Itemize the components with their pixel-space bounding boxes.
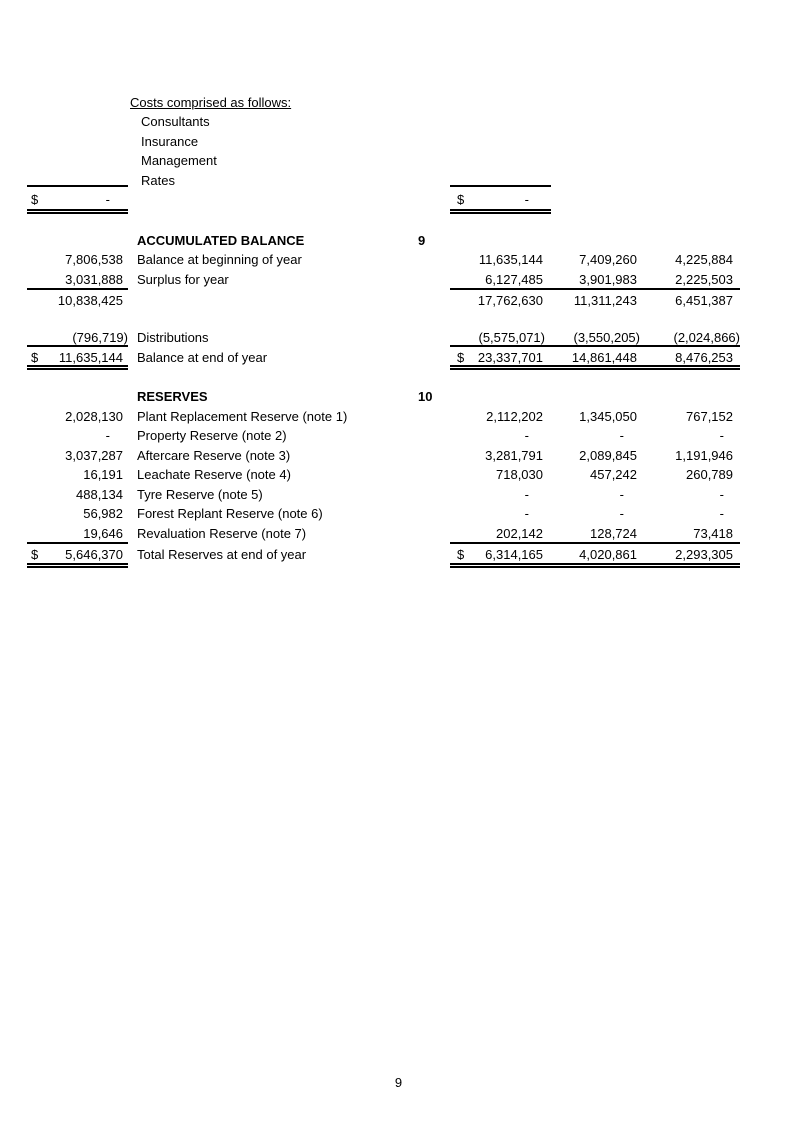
amount-cell: 1,345,050 [579, 409, 637, 424]
amount-cell: - [719, 487, 724, 502]
amount-cell: 14,861,448 [571, 350, 637, 365]
cost-item-label: Rates [141, 173, 175, 188]
section-heading: RESERVES [137, 389, 208, 404]
page-number: 9 [394, 1075, 403, 1090]
cost-item-label: Consultants [141, 114, 210, 129]
currency-symbol: $ [457, 350, 465, 365]
amount-cell: 8,476,253 [675, 350, 733, 365]
cost-item-label: Insurance [141, 134, 199, 149]
currency-symbol: $ [457, 547, 465, 562]
amount-cell: - [719, 506, 724, 521]
amount-cell: 2,112,202 [486, 409, 543, 424]
accumulated-balance-heading-row [0, 231, 797, 250]
amount-cell: 7,409,260 [579, 252, 637, 267]
amount-cell: 260,789 [686, 467, 733, 482]
amount-cell: 3,037,287 [65, 448, 123, 463]
table-row [0, 270, 797, 289]
amount-cell: 3,281,791 [485, 448, 543, 463]
amount-cell: 488,134 [76, 487, 123, 502]
row-label: Distributions [137, 330, 209, 345]
amount-cell: 3,901,983 [579, 272, 637, 287]
single-rule [450, 542, 740, 544]
row-label: Plant Replacement Reserve (note 1) [137, 409, 348, 424]
amount-cell: 767,152 [686, 409, 733, 424]
amount-cell: 718,030 [496, 467, 543, 482]
amount-cell: - [524, 192, 529, 207]
amount-cell: (796,719) [72, 330, 128, 345]
amount-cell: - [719, 428, 724, 443]
row-label: Revaluation Reserve (note 7) [137, 526, 307, 541]
amount-cell: 3,031,888 [65, 272, 123, 287]
table-row [0, 426, 797, 445]
cost-item-row [0, 171, 797, 190]
double-rule [450, 563, 740, 568]
row-label: Property Reserve (note 2) [137, 428, 287, 443]
double-rule [27, 563, 128, 568]
amount-cell: 10,838,425 [57, 293, 123, 308]
amount-cell: 6,127,485 [485, 272, 543, 287]
amount-cell: 7,806,538 [65, 252, 123, 267]
amount-cell: 2,089,845 [579, 448, 637, 463]
double-rule [450, 365, 740, 370]
table-row [0, 485, 797, 504]
single-rule [450, 185, 551, 187]
note-ref: 10 [418, 389, 433, 404]
table-row [0, 524, 797, 543]
table-row [0, 250, 797, 269]
amount-cell: 457,242 [590, 467, 637, 482]
row-label: Aftercare Reserve (note 3) [137, 448, 291, 463]
note-ref: 9 [418, 233, 426, 248]
amount-cell: 2,225,503 [675, 272, 733, 287]
single-rule [27, 185, 128, 187]
amount-cell: 2,293,305 [675, 547, 733, 562]
currency-symbol: $ [457, 192, 465, 207]
cost-item-row [0, 112, 797, 131]
row-label: Total Reserves at end of year [137, 547, 307, 562]
single-rule [450, 288, 740, 290]
row-label: Forest Replant Reserve (note 6) [137, 506, 323, 521]
reserves-heading-row [0, 387, 797, 406]
amount-cell: - [619, 487, 624, 502]
amount-cell: - [619, 506, 624, 521]
footer-row [0, 1073, 797, 1092]
currency-symbol: $ [31, 547, 39, 562]
single-rule [27, 288, 128, 290]
amount-cell: 23,337,701 [477, 350, 543, 365]
single-rule [27, 542, 128, 544]
amount-cell: - [524, 487, 529, 502]
amount-cell: 56,982 [83, 506, 123, 521]
table-row [0, 407, 797, 426]
currency-symbol: $ [31, 192, 39, 207]
amount-cell: 5,646,370 [65, 547, 123, 562]
amount-cell: - [105, 192, 110, 207]
amount-cell: 17,762,630 [477, 293, 543, 308]
subtotal-row [0, 291, 797, 310]
costs-heading: Costs comprised as follows: [130, 95, 292, 110]
row-label: Balance at end of year [137, 350, 268, 365]
table-row [0, 465, 797, 484]
amount-cell: 202,142 [496, 526, 543, 541]
row-label: Balance at beginning of year [137, 252, 302, 267]
costs-total-row [0, 190, 797, 209]
currency-symbol: $ [31, 350, 39, 365]
cost-item-label: Management [141, 153, 217, 168]
amount-cell: - [619, 428, 624, 443]
single-rule [27, 345, 128, 347]
amount-cell: (3,550,205) [573, 330, 640, 345]
double-rule [450, 209, 551, 214]
table-row [0, 504, 797, 523]
amount-cell: 19,646 [83, 526, 123, 541]
amount-cell: 4,225,884 [675, 252, 733, 267]
amount-cell: 4,020,861 [579, 547, 637, 562]
row-label: Leachate Reserve (note 4) [137, 467, 291, 482]
section-heading: ACCUMULATED BALANCE [137, 233, 305, 248]
amount-cell: 11,311,243 [573, 293, 637, 308]
row-label: Surplus for year [137, 272, 229, 287]
table-row [0, 446, 797, 465]
amount-cell: 6,451,387 [675, 293, 733, 308]
total-row [0, 545, 797, 564]
costs-section-heading-row [0, 93, 797, 112]
amount-cell: 11,635,144 [58, 350, 123, 365]
amount-cell: 128,724 [590, 526, 637, 541]
amount-cell: (5,575,071) [478, 330, 545, 345]
double-rule [27, 365, 128, 370]
amount-cell: 2,028,130 [65, 409, 123, 424]
amount-cell: - [105, 428, 110, 443]
amount-cell: 6,314,165 [485, 547, 543, 562]
amount-cell: - [524, 428, 529, 443]
double-rule [27, 209, 128, 214]
amount-cell: 73,418 [693, 526, 733, 541]
row-label: Tyre Reserve (note 5) [137, 487, 263, 502]
single-rule [450, 345, 740, 347]
cost-item-row [0, 132, 797, 151]
amount-cell: 16,191 [83, 467, 123, 482]
amount-cell: - [524, 506, 529, 521]
amount-cell: (2,024,866) [673, 330, 740, 345]
amount-cell: 11,635,144 [478, 252, 543, 267]
amount-cell: 1,191,946 [675, 448, 733, 463]
cost-item-row [0, 151, 797, 170]
